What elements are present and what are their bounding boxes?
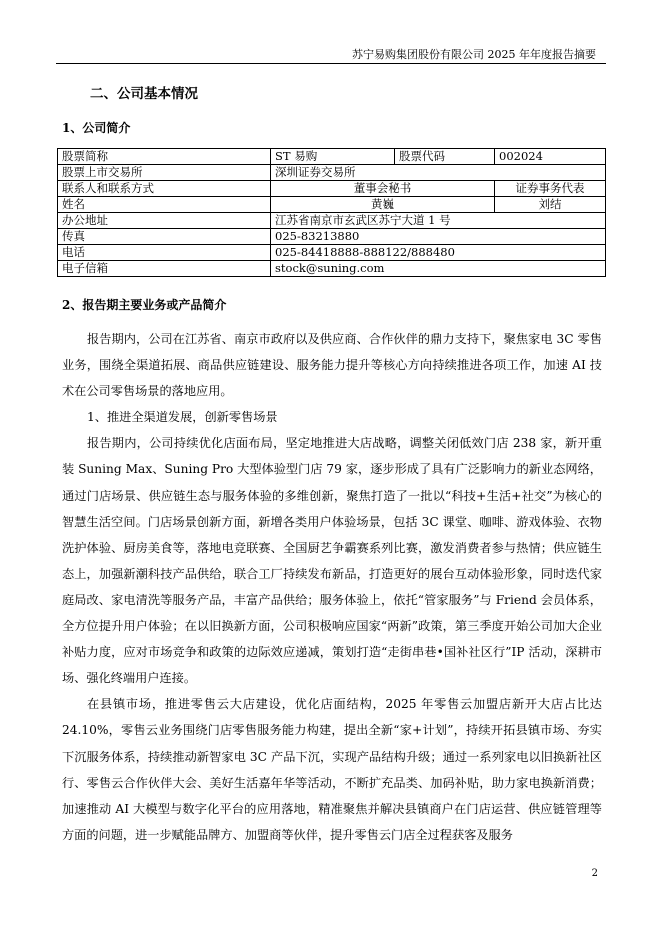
business-intro-title: 2、报告期主要业务或产品简介: [62, 298, 227, 312]
paragraph-store-layout: 报告期内，公司持续优化店面布局，坚定地推进大店战略，调整关闭低效门店 238 家，新开重装 Suning Max、Suning Pro 大型体验型门店 79 家，逐步形成了具有广泛影响力的新业态网络，通过门店场景、供应链生态与服务体验的多维创新，聚焦打造了一批以“科技+生活+社交”为核心的智慧生活空间。门店场景创新方面，新增各类用户体验场景，包括 3C 课堂、咖啡、游戏体验、衣物洗护体验、厨房美食等，落地电竞联赛、全国厨艺争霸赛系列比赛，激发消费者参与热情；供应链生态上，加强新潮科技产品供给，联合工厂持续发布新品，打造更好的展台互动体验形象，同时迭代家庭局改、家电清洗等服务产品，丰富产品供给；服务体验上，依托“管家服务”与 Friend 会员体系，全方位提升用户体验；在以旧换新方面，公司积极响应国家“两新”政策，第三季度开始公司加大企业补贴力度，应对市场竞争和政策的边际效应递减，策划打造“走街串巷•国补社区行”IP 活动，深耕市场、强化终端用户连接。: [62, 436, 602, 686]
table-row: [58, 197, 606, 213]
fax-label: 传真: [58, 229, 271, 245]
table-row: [58, 245, 606, 261]
stock-abbr-value: ST 易购: [271, 149, 395, 165]
secretary-header: 董事会秘书: [271, 181, 495, 197]
exchange-label: 股票上市交易所: [58, 165, 271, 181]
contact-label: 联系人和联系方式: [58, 181, 271, 197]
table-row: [58, 229, 606, 245]
header-divider: [56, 63, 606, 64]
body-text: [62, 326, 602, 848]
stock-code-label: 股票代码: [395, 149, 495, 165]
phone-label: 电话: [58, 245, 271, 261]
table-row: [58, 149, 606, 165]
company-profile-title: 1、公司简介: [62, 121, 131, 135]
table-row: [58, 181, 606, 197]
stock-code-value: 002024: [495, 149, 606, 165]
stock-abbr-label: 股票简称: [58, 149, 271, 165]
page-number: 2: [591, 868, 598, 879]
name-label: 姓名: [58, 197, 271, 213]
rep-name: 刘结: [495, 197, 606, 213]
table-row: [58, 261, 606, 277]
table-row: [58, 165, 606, 181]
document-header: 苏宁易购集团股份有限公司 2025 年年度报告摘要: [352, 48, 596, 61]
exchange-value: 深圳证券交易所: [271, 165, 606, 181]
section-title: 二、公司基本情况: [90, 86, 198, 102]
address-label: 办公地址: [58, 213, 271, 229]
address-value: 江苏省南京市玄武区苏宁大道 1 号: [271, 213, 606, 229]
email-value: stock@suning.com: [271, 261, 606, 277]
phone-value: 025-84418888-888122/888480: [271, 245, 606, 261]
company-info-table: [57, 148, 606, 277]
secretary-name: 黄巍: [271, 197, 495, 213]
fax-value: 025-83213880: [271, 229, 606, 245]
rep-header: 证券事务代表: [495, 181, 606, 197]
table-row: [58, 213, 606, 229]
paragraph-heading-omnichannel: 1、推进全渠道发展，创新零售场景: [87, 410, 278, 425]
email-label: 电子信箱: [58, 261, 271, 277]
paragraph-overview: 报告期内，公司在江苏省、南京市政府以及供应商、合作伙伴的鼎力支持下，聚焦家电 3C 零售业务，围绕全渠道拓展、商品供应链建设、服务能力提升等核心方向持续推进各项工作，加速 AI 技术在公司零售场景的落地应用。: [62, 332, 602, 399]
paragraph-county-market: 在县镇市场，推进零售云大店建设，优化店面结构，2025 年零售云加盟店新开大店占比达 24.10%，零售云业务围绕门店零售服务能力构建，提出全新“家+计划”，持续开拓县镇市场、夯实下沉服务体系，持续推动新智家电 3C 产品下沉，实现产品结构升级；通过一系列家电以旧换新社区行、零售云合作伙伴大会、美好生活嘉年华等活动，不断扩充品类、加码补贴，助力家电换新消费；加速推动 AI 大模型与数字化平台的应用落地，精准聚焦并解决县镇商户在门店运营、供应链管理等方面的问题，进一步赋能品牌方、加盟商等伙伴，提升零售云门店全过程获客及服务: [62, 697, 602, 842]
